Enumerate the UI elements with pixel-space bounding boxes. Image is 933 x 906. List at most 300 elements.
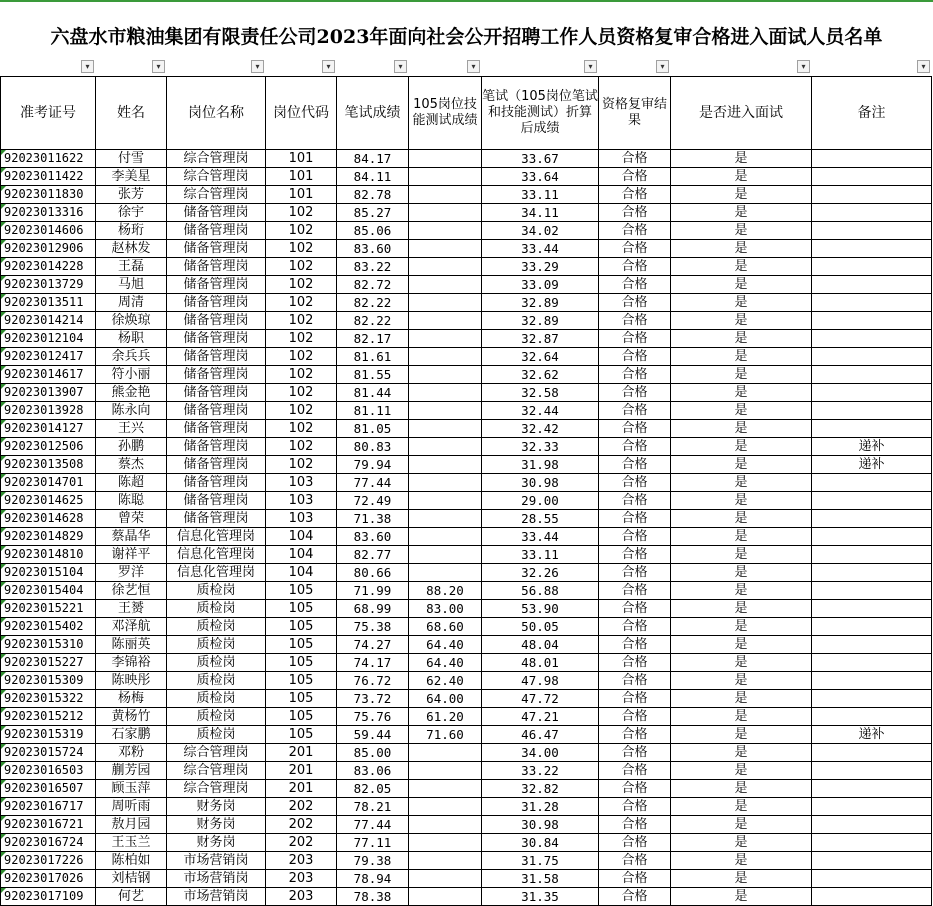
cell-name[interactable]: 王玉兰: [96, 834, 167, 852]
cell-exam-id[interactable]: 92023012417: [1, 348, 96, 366]
cell-review-result[interactable]: 合格: [599, 366, 671, 384]
cell-position-code[interactable]: 103: [266, 474, 337, 492]
cell-interview-status[interactable]: 是: [671, 870, 812, 888]
cell-name[interactable]: 张芳: [96, 186, 167, 204]
cell-position-code[interactable]: 103: [266, 510, 337, 528]
cell-skill-score[interactable]: [409, 510, 482, 528]
cell-skill-score[interactable]: [409, 834, 482, 852]
cell-position-name[interactable]: 综合管理岗: [167, 186, 266, 204]
cell-exam-id[interactable]: 92023014617: [1, 366, 96, 384]
cell-name[interactable]: 李锦裕: [96, 654, 167, 672]
cell-written-score[interactable]: 59.44: [337, 726, 409, 744]
cell-skill-score[interactable]: [409, 258, 482, 276]
cell-position-code[interactable]: 104: [266, 546, 337, 564]
cell-converted-score[interactable]: 33.64: [482, 168, 599, 186]
cell-skill-score[interactable]: [409, 366, 482, 384]
cell-review-result[interactable]: 合格: [599, 258, 671, 276]
cell-written-score[interactable]: 71.38: [337, 510, 409, 528]
cell-exam-id[interactable]: 92023013508: [1, 456, 96, 474]
cell-position-name[interactable]: 质检岗: [167, 618, 266, 636]
cell-exam-id[interactable]: 92023015310: [1, 636, 96, 654]
cell-interview-status[interactable]: 是: [671, 852, 812, 870]
cell-written-score[interactable]: 83.06: [337, 762, 409, 780]
cell-interview-status[interactable]: 是: [671, 348, 812, 366]
cell-review-result[interactable]: 合格: [599, 672, 671, 690]
cell-remarks[interactable]: [812, 294, 932, 312]
cell-position-name[interactable]: 综合管理岗: [167, 744, 266, 762]
cell-converted-score[interactable]: 33.67: [482, 150, 599, 168]
cell-position-name[interactable]: 储备管理岗: [167, 240, 266, 258]
cell-position-name[interactable]: 质检岗: [167, 672, 266, 690]
cell-exam-id[interactable]: 92023015724: [1, 744, 96, 762]
cell-review-result[interactable]: 合格: [599, 816, 671, 834]
cell-review-result[interactable]: 合格: [599, 150, 671, 168]
cell-position-code[interactable]: 102: [266, 456, 337, 474]
cell-review-result[interactable]: 合格: [599, 852, 671, 870]
cell-exam-id[interactable]: 92023015227: [1, 654, 96, 672]
cell-position-code[interactable]: 105: [266, 636, 337, 654]
cell-position-code[interactable]: 105: [266, 708, 337, 726]
cell-position-code[interactable]: 202: [266, 816, 337, 834]
cell-written-score[interactable]: 73.72: [337, 690, 409, 708]
cell-review-result[interactable]: 合格: [599, 348, 671, 366]
cell-written-score[interactable]: 74.27: [337, 636, 409, 654]
cell-name[interactable]: 孙鹏: [96, 438, 167, 456]
cell-position-name[interactable]: 储备管理岗: [167, 276, 266, 294]
cell-skill-score[interactable]: 88.20: [409, 582, 482, 600]
cell-interview-status[interactable]: 是: [671, 672, 812, 690]
cell-exam-id[interactable]: 92023013928: [1, 402, 96, 420]
cell-interview-status[interactable]: 是: [671, 600, 812, 618]
cell-exam-id[interactable]: 92023015212: [1, 708, 96, 726]
cell-position-code[interactable]: 102: [266, 438, 337, 456]
cell-written-score[interactable]: 83.22: [337, 258, 409, 276]
cell-name[interactable]: 熊金艳: [96, 384, 167, 402]
cell-converted-score[interactable]: 32.42: [482, 420, 599, 438]
cell-interview-status[interactable]: 是: [671, 330, 812, 348]
filter-dropdown-icon[interactable]: ▾: [251, 60, 264, 73]
cell-name[interactable]: 李美星: [96, 168, 167, 186]
cell-position-code[interactable]: 105: [266, 690, 337, 708]
cell-position-code[interactable]: 202: [266, 834, 337, 852]
cell-position-name[interactable]: 市场营销岗: [167, 852, 266, 870]
cell-review-result[interactable]: 合格: [599, 636, 671, 654]
filter-dropdown-icon[interactable]: ▾: [584, 60, 597, 73]
cell-remarks[interactable]: [812, 852, 932, 870]
cell-interview-status[interactable]: 是: [671, 582, 812, 600]
cell-name[interactable]: 罗洋: [96, 564, 167, 582]
cell-position-name[interactable]: 储备管理岗: [167, 366, 266, 384]
cell-interview-status[interactable]: 是: [671, 708, 812, 726]
cell-position-name[interactable]: 储备管理岗: [167, 456, 266, 474]
cell-remarks[interactable]: 递补: [812, 438, 932, 456]
cell-written-score[interactable]: 85.27: [337, 204, 409, 222]
cell-skill-score[interactable]: [409, 852, 482, 870]
cell-remarks[interactable]: [812, 870, 932, 888]
cell-position-code[interactable]: 105: [266, 618, 337, 636]
cell-name[interactable]: 蔡晶华: [96, 528, 167, 546]
filter-dropdown-icon[interactable]: ▾: [917, 60, 930, 73]
cell-exam-id[interactable]: 92023014606: [1, 222, 96, 240]
cell-position-code[interactable]: 102: [266, 294, 337, 312]
cell-converted-score[interactable]: 48.01: [482, 654, 599, 672]
cell-interview-status[interactable]: 是: [671, 510, 812, 528]
cell-review-result[interactable]: 合格: [599, 240, 671, 258]
cell-exam-id[interactable]: 92023016724: [1, 834, 96, 852]
cell-review-result[interactable]: 合格: [599, 582, 671, 600]
cell-interview-status[interactable]: 是: [671, 654, 812, 672]
cell-review-result[interactable]: 合格: [599, 762, 671, 780]
cell-remarks[interactable]: [812, 708, 932, 726]
cell-interview-status[interactable]: 是: [671, 888, 812, 906]
cell-remarks[interactable]: [812, 186, 932, 204]
cell-converted-score[interactable]: 29.00: [482, 492, 599, 510]
cell-exam-id[interactable]: 92023017109: [1, 888, 96, 906]
cell-skill-score[interactable]: 68.60: [409, 618, 482, 636]
cell-skill-score[interactable]: [409, 762, 482, 780]
cell-review-result[interactable]: 合格: [599, 726, 671, 744]
cell-converted-score[interactable]: 33.44: [482, 528, 599, 546]
cell-position-name[interactable]: 综合管理岗: [167, 150, 266, 168]
cell-name[interactable]: 陈聪: [96, 492, 167, 510]
cell-exam-id[interactable]: 92023014228: [1, 258, 96, 276]
cell-position-name[interactable]: 信息化管理岗: [167, 528, 266, 546]
cell-remarks[interactable]: [812, 348, 932, 366]
cell-remarks[interactable]: [812, 492, 932, 510]
cell-exam-id[interactable]: 92023012104: [1, 330, 96, 348]
cell-review-result[interactable]: 合格: [599, 870, 671, 888]
cell-review-result[interactable]: 合格: [599, 312, 671, 330]
cell-skill-score[interactable]: [409, 492, 482, 510]
cell-written-score[interactable]: 72.49: [337, 492, 409, 510]
cell-name[interactable]: 王磊: [96, 258, 167, 276]
cell-position-code[interactable]: 102: [266, 366, 337, 384]
cell-exam-id[interactable]: 92023013907: [1, 384, 96, 402]
cell-written-score[interactable]: 75.76: [337, 708, 409, 726]
cell-converted-score[interactable]: 34.00: [482, 744, 599, 762]
cell-remarks[interactable]: [812, 816, 932, 834]
cell-position-code[interactable]: 102: [266, 348, 337, 366]
cell-name[interactable]: 黄杨竹: [96, 708, 167, 726]
cell-review-result[interactable]: 合格: [599, 690, 671, 708]
cell-exam-id[interactable]: 92023011422: [1, 168, 96, 186]
cell-position-code[interactable]: 102: [266, 276, 337, 294]
cell-name[interactable]: 王赟: [96, 600, 167, 618]
cell-position-name[interactable]: 储备管理岗: [167, 474, 266, 492]
cell-position-name[interactable]: 储备管理岗: [167, 492, 266, 510]
cell-position-name[interactable]: 综合管理岗: [167, 762, 266, 780]
cell-skill-score[interactable]: [409, 744, 482, 762]
cell-written-score[interactable]: 85.00: [337, 744, 409, 762]
cell-skill-score[interactable]: [409, 438, 482, 456]
cell-exam-id[interactable]: 92023013729: [1, 276, 96, 294]
cell-skill-score[interactable]: [409, 276, 482, 294]
cell-remarks[interactable]: [812, 690, 932, 708]
filter-dropdown-icon[interactable]: ▾: [394, 60, 407, 73]
cell-skill-score[interactable]: [409, 564, 482, 582]
cell-interview-status[interactable]: 是: [671, 168, 812, 186]
cell-exam-id[interactable]: 92023015309: [1, 672, 96, 690]
cell-remarks[interactable]: [812, 420, 932, 438]
cell-remarks[interactable]: [812, 654, 932, 672]
cell-exam-id[interactable]: 92023016721: [1, 816, 96, 834]
cell-name[interactable]: 杨职: [96, 330, 167, 348]
cell-converted-score[interactable]: 32.62: [482, 366, 599, 384]
filter-dropdown-icon[interactable]: ▾: [797, 60, 810, 73]
cell-interview-status[interactable]: 是: [671, 546, 812, 564]
cell-written-score[interactable]: 77.44: [337, 816, 409, 834]
cell-name[interactable]: 王兴: [96, 420, 167, 438]
cell-written-score[interactable]: 80.66: [337, 564, 409, 582]
cell-exam-id[interactable]: 92023016507: [1, 780, 96, 798]
cell-skill-score[interactable]: [409, 420, 482, 438]
cell-position-name[interactable]: 质检岗: [167, 600, 266, 618]
cell-name[interactable]: 徐焕琼: [96, 312, 167, 330]
cell-review-result[interactable]: 合格: [599, 402, 671, 420]
cell-converted-score[interactable]: 33.11: [482, 186, 599, 204]
cell-name[interactable]: 蔡杰: [96, 456, 167, 474]
cell-review-result[interactable]: 合格: [599, 492, 671, 510]
cell-remarks[interactable]: [812, 312, 932, 330]
cell-converted-score[interactable]: 33.22: [482, 762, 599, 780]
cell-written-score[interactable]: 82.22: [337, 312, 409, 330]
cell-converted-score[interactable]: 33.11: [482, 546, 599, 564]
cell-review-result[interactable]: 合格: [599, 168, 671, 186]
cell-skill-score[interactable]: 64.40: [409, 636, 482, 654]
cell-skill-score[interactable]: [409, 150, 482, 168]
cell-written-score[interactable]: 75.38: [337, 618, 409, 636]
cell-name[interactable]: 徐艺恒: [96, 582, 167, 600]
cell-converted-score[interactable]: 34.02: [482, 222, 599, 240]
cell-interview-status[interactable]: 是: [671, 744, 812, 762]
cell-review-result[interactable]: 合格: [599, 708, 671, 726]
cell-written-score[interactable]: 81.05: [337, 420, 409, 438]
cell-position-code[interactable]: 105: [266, 600, 337, 618]
cell-review-result[interactable]: 合格: [599, 780, 671, 798]
cell-name[interactable]: 余兵兵: [96, 348, 167, 366]
cell-exam-id[interactable]: 92023015221: [1, 600, 96, 618]
cell-converted-score[interactable]: 32.33: [482, 438, 599, 456]
cell-skill-score[interactable]: [409, 888, 482, 906]
cell-exam-id[interactable]: 92023011830: [1, 186, 96, 204]
cell-position-name[interactable]: 综合管理岗: [167, 168, 266, 186]
cell-position-name[interactable]: 市场营销岗: [167, 888, 266, 906]
cell-interview-status[interactable]: 是: [671, 834, 812, 852]
cell-name[interactable]: 陈超: [96, 474, 167, 492]
cell-remarks[interactable]: [812, 258, 932, 276]
cell-interview-status[interactable]: 是: [671, 780, 812, 798]
cell-position-code[interactable]: 102: [266, 420, 337, 438]
cell-remarks[interactable]: [812, 618, 932, 636]
cell-position-code[interactable]: 102: [266, 330, 337, 348]
cell-remarks[interactable]: [812, 402, 932, 420]
cell-position-name[interactable]: 质检岗: [167, 636, 266, 654]
cell-written-score[interactable]: 82.05: [337, 780, 409, 798]
cell-written-score[interactable]: 80.83: [337, 438, 409, 456]
cell-name[interactable]: 周听雨: [96, 798, 167, 816]
cell-converted-score[interactable]: 33.44: [482, 240, 599, 258]
cell-converted-score[interactable]: 32.89: [482, 294, 599, 312]
cell-written-score[interactable]: 77.11: [337, 834, 409, 852]
cell-review-result[interactable]: 合格: [599, 330, 671, 348]
cell-converted-score[interactable]: 50.05: [482, 618, 599, 636]
cell-written-score[interactable]: 82.78: [337, 186, 409, 204]
cell-converted-score[interactable]: 32.58: [482, 384, 599, 402]
cell-review-result[interactable]: 合格: [599, 456, 671, 474]
cell-skill-score[interactable]: 83.00: [409, 600, 482, 618]
cell-interview-status[interactable]: 是: [671, 762, 812, 780]
cell-name[interactable]: 陈映彤: [96, 672, 167, 690]
cell-position-code[interactable]: 102: [266, 402, 337, 420]
cell-remarks[interactable]: [812, 834, 932, 852]
cell-interview-status[interactable]: 是: [671, 528, 812, 546]
cell-skill-score[interactable]: 64.40: [409, 654, 482, 672]
cell-review-result[interactable]: 合格: [599, 186, 671, 204]
cell-review-result[interactable]: 合格: [599, 510, 671, 528]
cell-interview-status[interactable]: 是: [671, 798, 812, 816]
cell-position-code[interactable]: 203: [266, 888, 337, 906]
cell-review-result[interactable]: 合格: [599, 276, 671, 294]
cell-interview-status[interactable]: 是: [671, 438, 812, 456]
cell-written-score[interactable]: 78.94: [337, 870, 409, 888]
cell-interview-status[interactable]: 是: [671, 492, 812, 510]
cell-remarks[interactable]: [812, 672, 932, 690]
cell-interview-status[interactable]: 是: [671, 186, 812, 204]
cell-exam-id[interactable]: 92023014214: [1, 312, 96, 330]
cell-remarks[interactable]: [812, 762, 932, 780]
cell-written-score[interactable]: 81.11: [337, 402, 409, 420]
cell-converted-score[interactable]: 31.98: [482, 456, 599, 474]
cell-skill-score[interactable]: [409, 186, 482, 204]
cell-position-code[interactable]: 101: [266, 186, 337, 204]
cell-written-score[interactable]: 76.72: [337, 672, 409, 690]
cell-skill-score[interactable]: [409, 330, 482, 348]
cell-exam-id[interactable]: 92023014628: [1, 510, 96, 528]
cell-position-code[interactable]: 101: [266, 168, 337, 186]
cell-interview-status[interactable]: 是: [671, 726, 812, 744]
cell-exam-id[interactable]: 92023014810: [1, 546, 96, 564]
cell-skill-score[interactable]: [409, 816, 482, 834]
cell-position-name[interactable]: 质检岗: [167, 726, 266, 744]
cell-converted-score[interactable]: 47.21: [482, 708, 599, 726]
cell-position-name[interactable]: 储备管理岗: [167, 330, 266, 348]
cell-converted-score[interactable]: 32.26: [482, 564, 599, 582]
cell-skill-score[interactable]: [409, 348, 482, 366]
cell-interview-status[interactable]: 是: [671, 474, 812, 492]
cell-name[interactable]: 付雪: [96, 150, 167, 168]
cell-interview-status[interactable]: 是: [671, 150, 812, 168]
cell-remarks[interactable]: [812, 366, 932, 384]
cell-written-score[interactable]: 82.17: [337, 330, 409, 348]
cell-converted-score[interactable]: 46.47: [482, 726, 599, 744]
cell-position-code[interactable]: 105: [266, 672, 337, 690]
cell-position-code[interactable]: 203: [266, 870, 337, 888]
cell-remarks[interactable]: [812, 636, 932, 654]
cell-position-code[interactable]: 103: [266, 492, 337, 510]
cell-position-code[interactable]: 102: [266, 240, 337, 258]
cell-name[interactable]: 邓粉: [96, 744, 167, 762]
cell-remarks[interactable]: 递补: [812, 456, 932, 474]
cell-skill-score[interactable]: [409, 870, 482, 888]
cell-position-name[interactable]: 质检岗: [167, 690, 266, 708]
cell-exam-id[interactable]: 92023014829: [1, 528, 96, 546]
cell-written-score[interactable]: 85.06: [337, 222, 409, 240]
cell-position-code[interactable]: 105: [266, 654, 337, 672]
cell-name[interactable]: 徐宇: [96, 204, 167, 222]
cell-review-result[interactable]: 合格: [599, 204, 671, 222]
cell-position-code[interactable]: 202: [266, 798, 337, 816]
cell-skill-score[interactable]: [409, 402, 482, 420]
cell-skill-score[interactable]: 61.20: [409, 708, 482, 726]
cell-interview-status[interactable]: 是: [671, 402, 812, 420]
cell-position-name[interactable]: 信息化管理岗: [167, 546, 266, 564]
cell-interview-status[interactable]: 是: [671, 240, 812, 258]
cell-converted-score[interactable]: 31.75: [482, 852, 599, 870]
cell-interview-status[interactable]: 是: [671, 366, 812, 384]
cell-skill-score[interactable]: [409, 546, 482, 564]
cell-exam-id[interactable]: 92023017026: [1, 870, 96, 888]
cell-name[interactable]: 马旭: [96, 276, 167, 294]
cell-remarks[interactable]: [812, 168, 932, 186]
cell-position-name[interactable]: 市场营销岗: [167, 870, 266, 888]
filter-dropdown-icon[interactable]: ▾: [152, 60, 165, 73]
cell-name[interactable]: 何艺: [96, 888, 167, 906]
cell-review-result[interactable]: 合格: [599, 384, 671, 402]
cell-exam-id[interactable]: 92023017226: [1, 852, 96, 870]
cell-position-name[interactable]: 储备管理岗: [167, 312, 266, 330]
cell-skill-score[interactable]: [409, 240, 482, 258]
cell-exam-id[interactable]: 92023015104: [1, 564, 96, 582]
cell-converted-score[interactable]: 31.35: [482, 888, 599, 906]
cell-position-name[interactable]: 质检岗: [167, 708, 266, 726]
cell-skill-score[interactable]: [409, 294, 482, 312]
cell-review-result[interactable]: 合格: [599, 420, 671, 438]
cell-position-name[interactable]: 储备管理岗: [167, 258, 266, 276]
cell-converted-score[interactable]: 32.82: [482, 780, 599, 798]
cell-skill-score[interactable]: [409, 528, 482, 546]
cell-position-name[interactable]: 储备管理岗: [167, 294, 266, 312]
cell-remarks[interactable]: [812, 150, 932, 168]
cell-written-score[interactable]: 82.77: [337, 546, 409, 564]
cell-name[interactable]: 周清: [96, 294, 167, 312]
cell-written-score[interactable]: 84.11: [337, 168, 409, 186]
cell-position-code[interactable]: 105: [266, 726, 337, 744]
cell-remarks[interactable]: [812, 780, 932, 798]
cell-review-result[interactable]: 合格: [599, 834, 671, 852]
filter-dropdown-icon[interactable]: ▾: [81, 60, 94, 73]
cell-interview-status[interactable]: 是: [671, 294, 812, 312]
cell-interview-status[interactable]: 是: [671, 636, 812, 654]
cell-interview-status[interactable]: 是: [671, 258, 812, 276]
cell-written-score[interactable]: 71.99: [337, 582, 409, 600]
cell-review-result[interactable]: 合格: [599, 564, 671, 582]
cell-written-score[interactable]: 78.21: [337, 798, 409, 816]
cell-position-code[interactable]: 201: [266, 780, 337, 798]
cell-written-score[interactable]: 81.61: [337, 348, 409, 366]
cell-name[interactable]: 杨梅: [96, 690, 167, 708]
cell-exam-id[interactable]: 92023015319: [1, 726, 96, 744]
cell-position-code[interactable]: 102: [266, 258, 337, 276]
cell-position-code[interactable]: 101: [266, 150, 337, 168]
cell-exam-id[interactable]: 92023012906: [1, 240, 96, 258]
cell-converted-score[interactable]: 30.84: [482, 834, 599, 852]
cell-position-name[interactable]: 储备管理岗: [167, 222, 266, 240]
cell-converted-score[interactable]: 30.98: [482, 816, 599, 834]
cell-interview-status[interactable]: 是: [671, 816, 812, 834]
filter-dropdown-icon[interactable]: ▾: [467, 60, 480, 73]
cell-skill-score[interactable]: [409, 780, 482, 798]
cell-name[interactable]: 蒯芳园: [96, 762, 167, 780]
